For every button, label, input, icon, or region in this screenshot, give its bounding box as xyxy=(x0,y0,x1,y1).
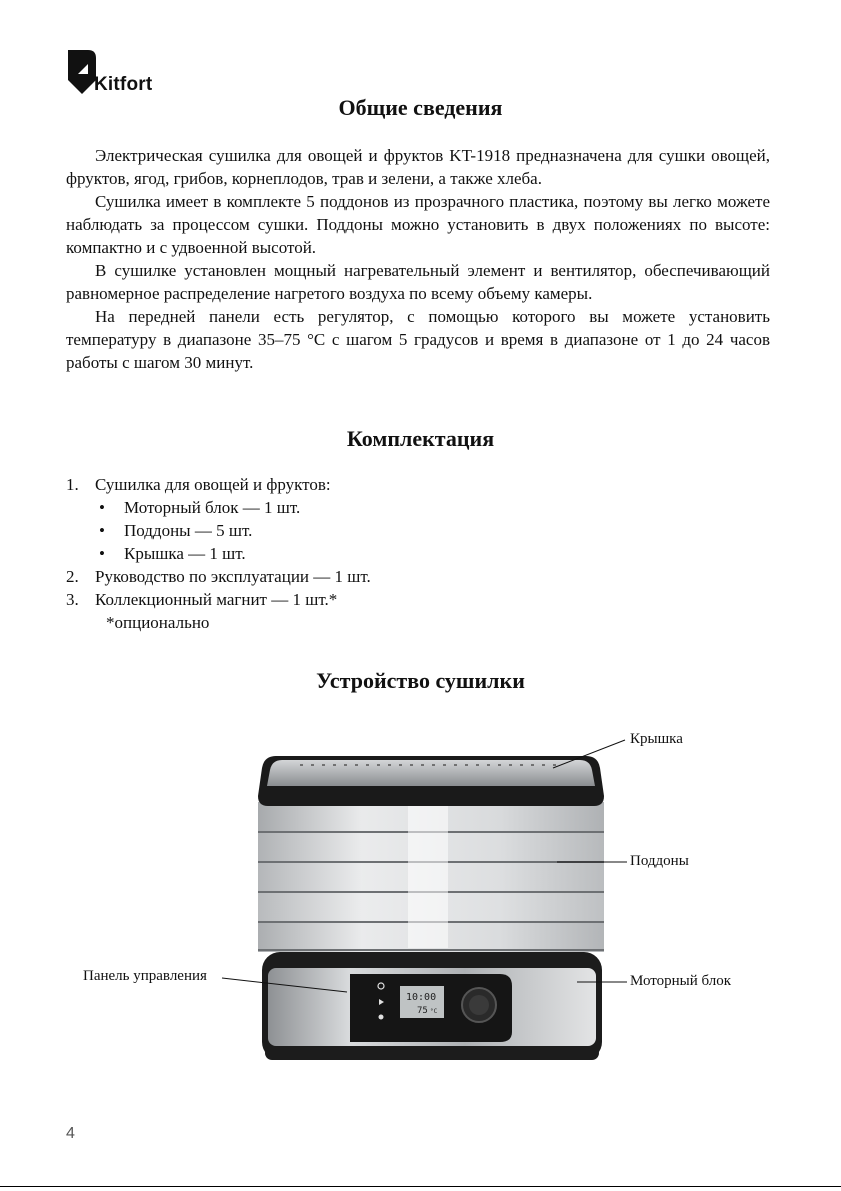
lcd-time: 10:00 xyxy=(406,992,437,1003)
paragraph: Сушилка имеет в комплекте 5 поддонов из прозрачного пластика, поэтому вы легко можете наблюдать за процессом сушки. Поддоны можно установить в двух положениях по высоте: компактно и с удвоенной высотой. xyxy=(66,192,770,257)
bullet: • xyxy=(99,544,105,563)
label-motor-block: Моторный блок xyxy=(630,973,732,989)
page-number: 4 xyxy=(66,1125,75,1142)
footnote: *опционально xyxy=(106,613,210,632)
list-text: Крышка — 1 шт. xyxy=(124,544,246,563)
list-number: 2. xyxy=(66,567,79,586)
bullet: • xyxy=(99,521,105,540)
device-figure xyxy=(0,720,841,1080)
label-trays: Поддоны xyxy=(630,853,689,869)
lid xyxy=(258,756,604,806)
lcd-temp: 75 xyxy=(417,1006,428,1016)
list-number: 1. xyxy=(66,475,79,494)
bullet: • xyxy=(99,498,105,517)
general-info-text xyxy=(66,144,770,374)
list-text: Поддоны — 5 шт. xyxy=(124,521,253,540)
list-item xyxy=(66,611,770,634)
list-number: 3. xyxy=(66,590,79,609)
section-title-general: Общие сведения xyxy=(338,95,503,120)
paragraph: Электрическая сушилка для овощей и фруктов KT-1918 предназначена для сушки овощей, фруктов, ягод, грибов, корнеплодов, трав и зелени, а также хлеба. xyxy=(66,146,770,188)
list-item xyxy=(66,519,770,542)
dehydrator-illustration xyxy=(0,720,841,1080)
trays xyxy=(258,800,604,952)
label-lid: Крышка xyxy=(630,731,683,747)
list-item xyxy=(66,565,770,588)
paragraph: На передней панели есть регулятор, с помощью которого вы можете установить температуру в диапазоне 35–75 °С с шагом 5 градусов и время в диапазоне от 1 до 24 часов работы с шагом 30 минут. xyxy=(66,307,770,372)
list-text: Моторный блок — 1 шт. xyxy=(124,498,301,517)
brand-name: Kitfort xyxy=(94,74,153,95)
divider xyxy=(0,1186,841,1187)
fan-icon xyxy=(379,1015,384,1020)
section-title-contents: Комплектация xyxy=(346,426,495,451)
list-item xyxy=(66,588,770,611)
paragraph: В сушилке установлен мощный нагревательный элемент и вентилятор, обеспечивающий равномерное распределение нагретого воздуха по всему объему камеры. xyxy=(66,261,770,303)
list-item xyxy=(66,496,770,519)
list-item xyxy=(66,473,770,496)
label-control-panel: Панель управления xyxy=(83,968,207,984)
list-text: Коллекционный магнит — 1 шт.* xyxy=(95,590,338,609)
section-title-device: Устройство сушилки xyxy=(316,668,525,693)
contents-list xyxy=(66,473,770,634)
lcd-temp-unit: °C xyxy=(430,1008,438,1015)
list-item xyxy=(66,542,770,565)
list-text: Руководство по эксплуатации — 1 шт. xyxy=(95,567,371,586)
list-text: Сушилка для овощей и фруктов: xyxy=(95,475,331,494)
